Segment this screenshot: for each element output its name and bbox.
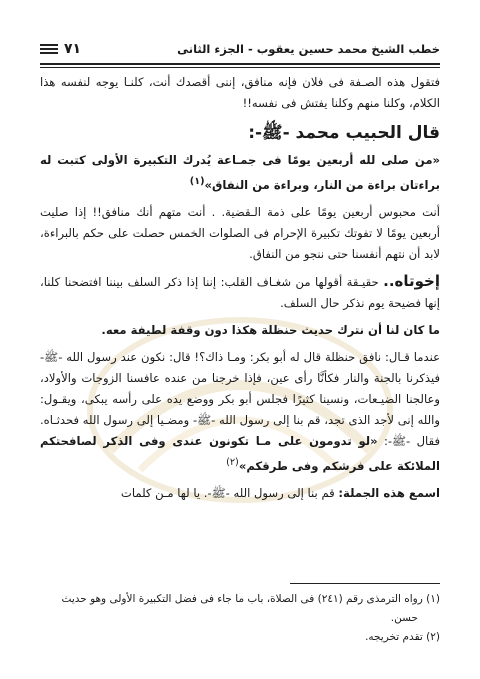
page-number: ٧١ bbox=[64, 41, 82, 57]
paragraph-6-text: قم بنا إلى رسول الله -ﷺ-. يا لها مـن كلمات bbox=[120, 485, 339, 500]
footnote-1-continued: حسن. bbox=[390, 612, 418, 624]
footnote-ref-2: (٢) bbox=[226, 456, 239, 468]
header-ornament-bars bbox=[40, 44, 58, 54]
paragraph-5-text: عندما قـال: نافق حنظلة قال له أبو بكر: ومـا ذاك؟! قال: نكون عند رسول الله -ﷺ- فيذكرنا بالجنة والنار فكأنَّا رأى عين، فإذا خرجنا من عنده عافسنا الزوجات والأولاد، وعالجنا الضيـعات، ونسينا كثيرًا فجلس أبو بكر ووضع يده على رأسه يبكى، ويقـول: والله إنى لأجد الذى تجد، قم بنا إلى رسول الله -ﷺ- ومضـيا إلى رسول الله فحدثـاه. فقال -ﷺ-: bbox=[40, 349, 440, 448]
paragraph-5-quote: «لو تدومون على مـا تكونون عندى وفى الذكر لصافحتكم الملائكة على فرشكم وفى طرقكم» bbox=[40, 433, 440, 473]
footnote-ref-1: (١) bbox=[189, 176, 205, 187]
paragraph-2: أنت محبوس أربعين يومًا على ذمة الـقضية. . أنت متهم أنك منافق!! إذا صليت أربعين يومًا لا تفوتك تكبيرة الإحرام فى الصلوات الخمس حصلت على حكم بالبراءة، لابد أن نتهم أنفسنا حتى ننجو من النفاق. bbox=[40, 204, 440, 261]
paragraph-3-text: حقيـقة أقولها من شغـاف القلب: إننا إذا ذكر السلف بيننا افتضحنا كلنا، إنها فضيحة يوم نذكر حال السلف. bbox=[40, 274, 440, 310]
section-heading: قال الحبيب محمد -ﷺ-: bbox=[248, 123, 440, 143]
page-header bbox=[40, 36, 440, 62]
header-title: خطب الشيخ محمد حسين يعقوب - الجزء الثانى bbox=[177, 42, 440, 56]
main-text bbox=[40, 72, 440, 510]
paragraph-6-lead: اسمع هذه الجملة: bbox=[338, 485, 440, 500]
paragraph-3-lead: إخوتاه.. bbox=[383, 271, 440, 290]
paragraph-1: فتقول هذه الصـفة فى فلان فإنه منافق، إننى أقصدك أنت، كلنـا يوجه لنفسه هذا الكلام، وكلنا منهم وكلنا يفتش فى نفسه!! bbox=[40, 75, 440, 110]
paragraph-3 bbox=[40, 271, 440, 314]
hadith-quote-text: «من صلى لله أربعين يومًا فى جمـاعة يُدرك التكبيرة الأولى كتبت له براءتان براءة من النار، وبراءة من النفاق» bbox=[40, 153, 440, 192]
paragraph-6 bbox=[40, 483, 440, 504]
header-page-block bbox=[40, 41, 81, 57]
paragraph-5 bbox=[40, 347, 440, 477]
hadith-quote bbox=[40, 150, 440, 196]
footnotes bbox=[40, 590, 440, 647]
paragraph-4: ما كان لنا أن نترك حديث حنظلة هكذا دون وقفة لطيفة معه. bbox=[101, 322, 440, 337]
header-rule bbox=[40, 63, 440, 68]
footnote-1: (١) رواه الترمذى رقم (٢٤١) فى الصلاة، باب ما جاء فى فضل التكبيرة الأولى وهو حديث bbox=[61, 593, 440, 605]
footnote-rule bbox=[290, 583, 440, 584]
footnote-2: (٢) تقدم تخريجه. bbox=[365, 631, 440, 643]
